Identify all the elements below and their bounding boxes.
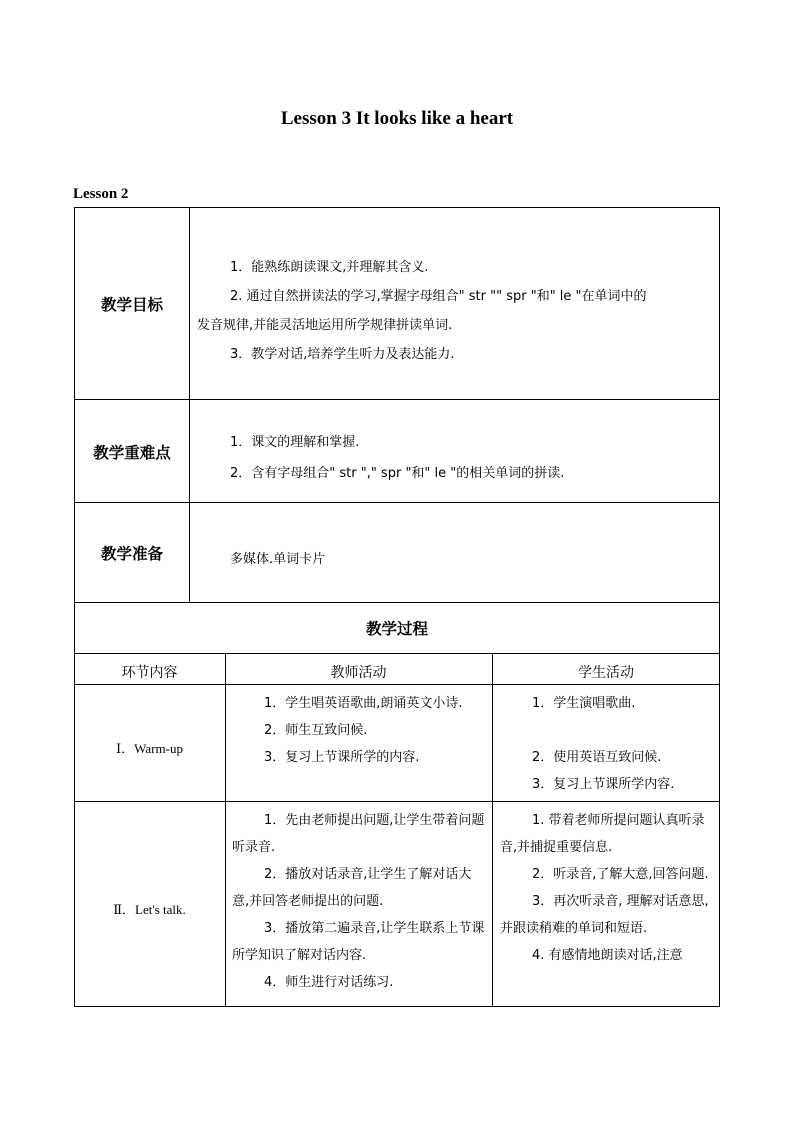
info-row-separator	[74, 502, 720, 503]
header-separator	[74, 684, 720, 685]
teacher-activity: 3．播放第二遍录音,让学生联系上节课所学知识了解对话内容.	[232, 921, 485, 963]
preparation-label: 教学准备	[100, 545, 163, 563]
teacher-activity: 4．师生进行对话练习.	[264, 975, 394, 990]
teacher-activity: 2．播放对话录音,让学生了解对话大意,并回答老师提出的问题.	[232, 867, 472, 909]
objective-line: 2. 通过自然拼读法的学习,掌握字母组合" str "" spr "和" le "在单词中的	[230, 289, 647, 304]
student-activity-cell	[500, 690, 716, 798]
column-divider	[492, 653, 493, 1007]
column-header-stage: 环节内容	[121, 665, 178, 681]
objectives-label: 教学目标	[100, 296, 163, 314]
student-activity: 1．学生演唱歌曲.	[532, 696, 636, 711]
student-activity: 4. 有感情地朗读对话,注意	[532, 948, 683, 963]
column-divider	[225, 653, 226, 1007]
student-activity-cell	[500, 807, 716, 969]
lesson-label: Lesson 2	[73, 186, 129, 202]
teacher-activity: 2．师生互致问候.	[264, 723, 368, 738]
student-activity: 1. 带着老师所提问题认真听录音,并捕捉重要信息.	[500, 813, 705, 855]
teacher-activity-cell	[232, 807, 487, 996]
objective-line: 1．能熟练朗读课文,并理解其含义.	[230, 260, 429, 275]
teacher-activity: 1．学生唱英语歌曲,朗诵英文小诗.	[264, 696, 463, 711]
preparation-text: 多媒体.单词卡片	[230, 552, 326, 567]
stage-cell: Ⅱ．Let's talk.	[113, 902, 186, 917]
teacher-activity: 3．复习上节课所学的内容.	[264, 750, 420, 765]
process-title-separator	[74, 653, 720, 654]
student-activity: 2．使用英语互致问候.	[532, 750, 662, 765]
student-activity: 3．复习上节课所学内容.	[532, 777, 675, 792]
teacher-activity: 1．先由老师提出问题,让学生带着问题听录音.	[232, 813, 485, 855]
key-points-label: 教学重难点	[93, 444, 171, 462]
info-row-separator	[74, 399, 720, 400]
row-separator	[74, 801, 720, 802]
key-point-line: 2．含有字母组合" str "," spr "和" le "的相关单词的拼读.	[230, 466, 565, 481]
student-activity: 3．再次听录音, 理解对话意思,并跟读稍难的单词和短语.	[500, 894, 709, 936]
column-header-teacher: 教师活动	[330, 665, 387, 681]
key-point-line: 1．课文的理解和掌握.	[230, 435, 360, 450]
teacher-activity-cell	[232, 690, 487, 771]
document-title: Lesson 3 It looks like a heart	[280, 108, 514, 129]
objective-line: 发音规律,并能灵活地运用所学规律拼读单词.	[197, 318, 453, 333]
student-activity: 2．听录音,了解大意,回答问题.	[532, 867, 709, 882]
column-header-student: 学生活动	[578, 665, 634, 681]
objective-line: 3．教学对话,培养学生听力及表达能力.	[230, 347, 455, 362]
process-title: 教学过程	[365, 620, 428, 638]
stage-cell: Ⅰ．Warm-up	[116, 741, 183, 756]
